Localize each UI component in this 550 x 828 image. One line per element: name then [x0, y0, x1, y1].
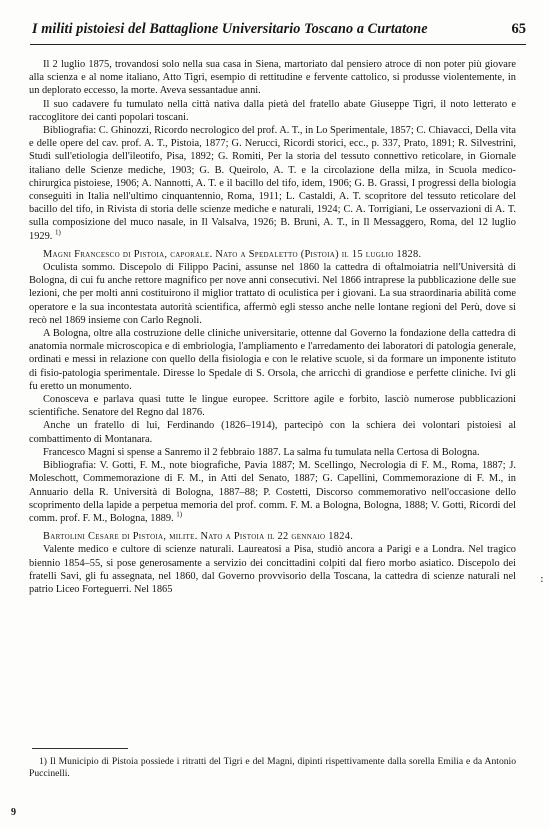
tigri-burial-paragraph: Il suo cadavere fu tumulato nella città nativa dalla pietà del fratello abate Giuseppe Tigri, il noto letterato e raccoglitore dei canti popolari toscani. — [29, 98, 516, 123]
magni-bibliography-text: Bibliografia: V. Gotti, F. M., note biografiche, Pavia 1887; M. Scellingo, Necrologia di F. M., Roma, 1887; J. Moleschott, Commemorazione di F. M., in Atti del Senato, 1887; G. Capellini, Commemorazione di F. M., in Annuario della R. Università di Bologna, 1887–88; P. Costetti, Discorso commemorativo nell'occasione dello scoprimento della lapide a perpetua memoria del prof. comm. F. M. a Bologna, Bologna, 1888; V. Gotti, Ricordi del comm. prof. F. M., Bologna, 1889. — [29, 460, 516, 524]
footnote-reference: 1) — [55, 228, 61, 237]
magni-brother-paragraph: Anche un fratello di lui, Ferdinando (1826–1914), partecipò con la schiera dei volontari pistoiesi al combattimento di Montanara. — [29, 420, 516, 445]
magni-bibliography — [29, 459, 516, 525]
tigri-bibliography — [29, 124, 516, 243]
footnote-rule — [32, 748, 128, 749]
footnote: 1) Il Municipio di Pistoia possiede i ritratti del Tigri e del Magni, dipinti rispettivamente dalla sorella Emilia e da Antonio Puccinelli. — [29, 756, 516, 780]
bartolini-paragraph: Valente medico e cultore di scienze naturali. Laureatosi a Pisa, studiò ancora a Parigi e a Londra. Nel tragico biennio 1854–55, si pose generosamente a servizio dei concittadini colpiti dal fiero morbo asiatico. Discepolo dei fratelli Savi, gli fu assegnata, nel 1860, dal Governo provvisorio della Toscana, la cattedra di scienze naturali nel patrio Liceo Forteguerri. Nel 1865 — [29, 544, 516, 595]
signature-mark: 9 — [11, 807, 16, 818]
magni-entry-heading — [29, 248, 516, 261]
tigri-bibliography-text: Bibliografia: C. Ghinozzi, Ricordo necrologico del prof. A. T., in Lo Sperimentale, 1857; C. Chiavacci, Della vita e delle opere del cav. prof. A. T., Pistoia, 1877; G. Nerucci, Ricordi storici, ecc., p. 337, Prato, 1891; R. Silvestrini, Studi sull'etiologia dell'ileotifo, Pisa, 1892; G. Romiti, Per la storia del tessuto connettivo reticolare, in Giornale italiano delle Scienze mediche, 1903; G. B. Queirolo, A. T. e la circolazione della milza, in Scuola medico-chirurgica pistoiese, 1906; A. Nannotti, A. T. e il bacillo del tifo, idem, 1906; G. B. Grassi, I progressi della biologia conseguiti in Italia nell'ultimo cinquantennio, Roma, 1911; L. Castaldi, A. T. scopritore del tessuto reticolare del bacillo del tifo, in Rivista di storia delle scienze mediche e naturali, 1924; C. A. Torrigiani, Le osservazioni di A. T. sulla composizione del muco nasale, in Il Valsalva, 1926; B. Bruni, A. T., in Il Messaggero, Roma, del 12 luglio 1929. — [29, 125, 516, 242]
magni-heading-text: Magni Francesco di Pistoia, caporale. Nato a Spedaletto (Pistoia) il 15 luglio 1828. — [43, 248, 422, 260]
tigri-death-paragraph: Il 2 luglio 1875, trovandosi solo nella sua casa in Siena, martoriato dal pensiero atroce di non poter più giovare alla scienza e al nome italiano, Atto Tigri, esempio di rettitudine e fervente cattolico, si produsse violentemente, in un deplorato eccesso, la morte. Aveva sessantadue anni. — [29, 59, 516, 97]
magni-death-paragraph: Francesco Magni si spense a Sanremo il 2 febbraio 1887. La salma fu tumulata nella Certosa di Bologna. — [43, 446, 480, 458]
bartolini-heading-text: Bartolini Cesare di Pistoia, milite. Nato a Pistoia il 22 gennaio 1824. — [43, 531, 354, 543]
magni-languages-paragraph: Conosceva e parlava quasi tutte le lingue europee. Scrittore agile e forbito, lasciò numerose pubblicazioni scientifiche. Senatore del Regno dal 1876. — [29, 394, 516, 419]
footnote-reference: 1) — [176, 510, 183, 519]
running-header — [30, 20, 526, 45]
margin-mark: : — [540, 572, 544, 585]
magni-bologna-paragraph: A Bologna, oltre alla costruzione delle cliniche universitarie, ottenne dal Governo la fondazione della cattedra di anatomia normale microscopica e di embriologia, l'ampliamento e l'arredamento dei laboratori di patologia generale, ordinati e messi in relazione con quello della fisiologia e con le relative scuole, sì da formare un imponente istituto di fisio-patologia sperimentale. Diresse lo Spedale di S. Orsola, che arricchì di grandiose e perfette cliniche. Ivi gli fu eretto un monumento. — [29, 328, 516, 392]
running-title: I militi pistoiesi del Battaglione Universitario Toscano a Curtatone — [32, 21, 428, 37]
bartolini-entry-heading — [29, 530, 516, 543]
page-number: 65 — [511, 21, 526, 37]
body-text — [29, 58, 516, 596]
magni-career-paragraph: Oculista sommo. Discepolo di Filippo Pacini, assunse nel 1860 la cattedra di oftalmoiatria nell'Università di Bologna, di cui fu anche rettore magnifico per nove anni consecutivi. Nel 1866 intraprese la pubblicazione delle sue lezioni, che per molti anni costituirono il miglior trattato di oculistica per i giovani. La sua straordinaria abilità come operatore e la sua incontestata autorità scientifica, affermò egli stesso anche nelle lontane regioni del Perù, dove si recò nel 1869 insieme con Carlo Regnoli. — [29, 262, 516, 326]
